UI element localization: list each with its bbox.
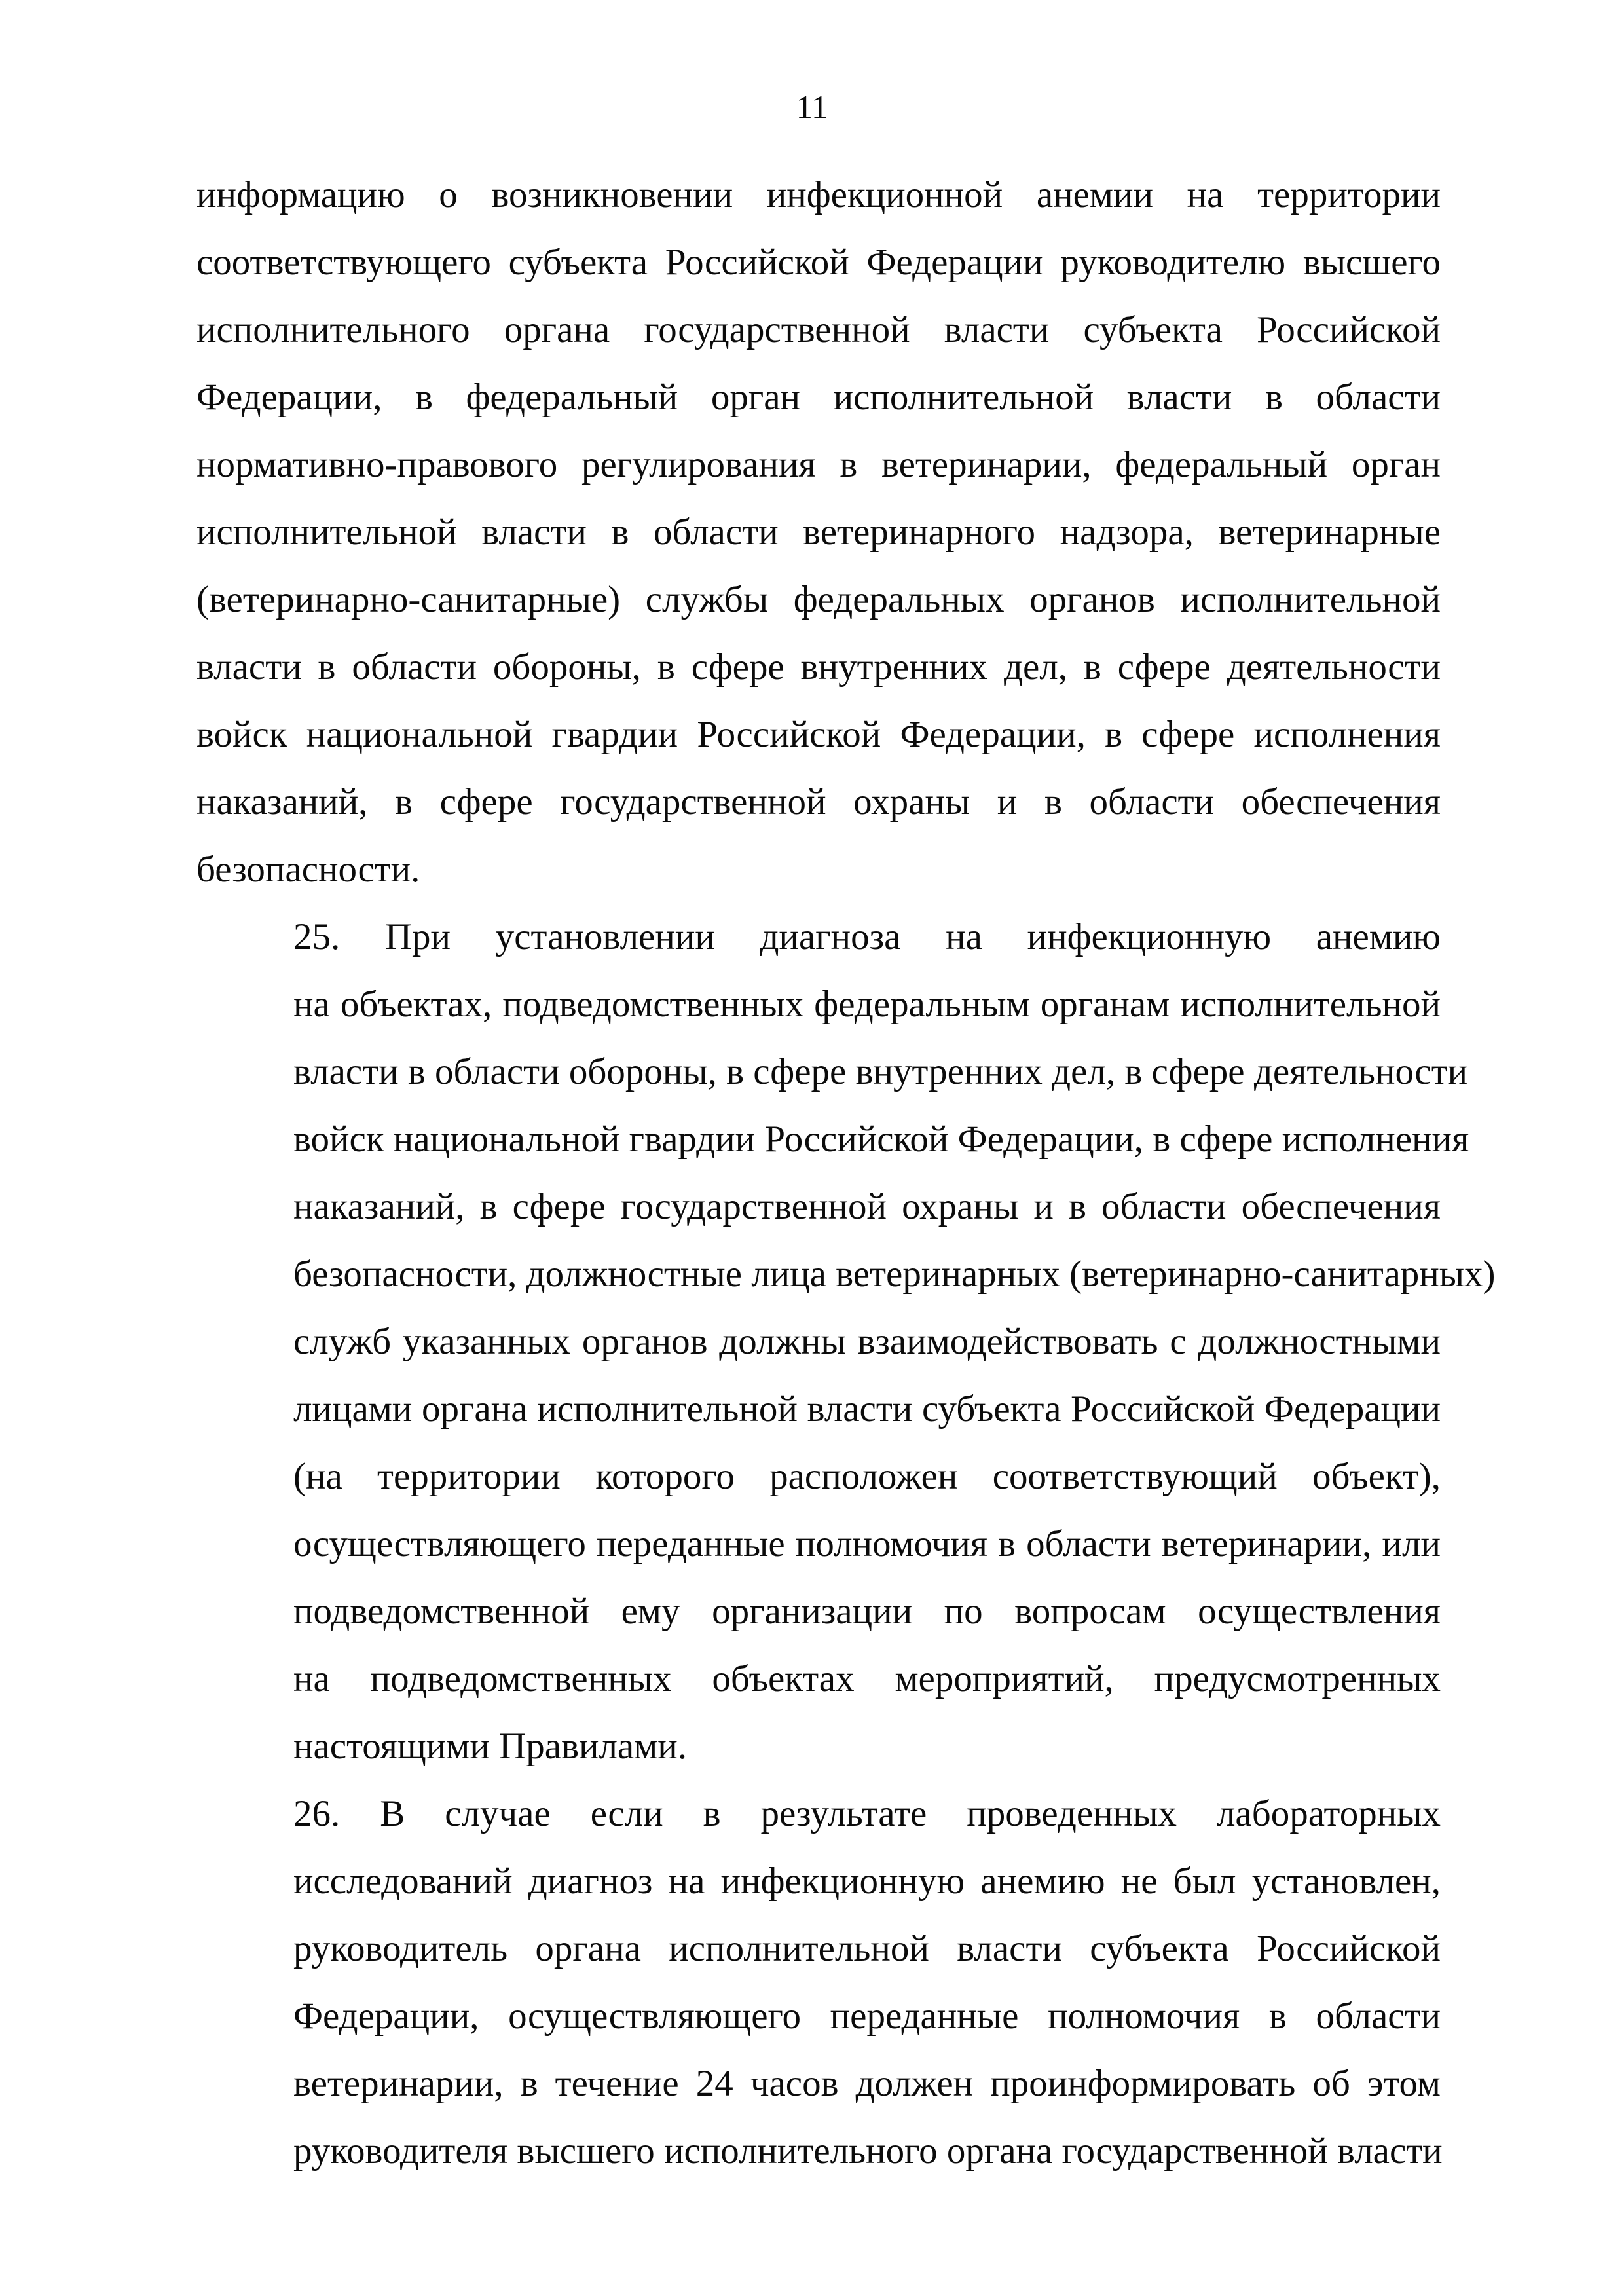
paragraph-item-25 — [196, 903, 1496, 1780]
text-line: Федерации, осуществляющего переданные полномочия в области — [293, 1995, 1441, 2037]
text-line: ветеринарии, в течение 24 часов должен проинформировать об этом — [293, 2063, 1441, 2104]
text-line: настоящими Правилами. — [293, 1726, 688, 1767]
text-line: информацию о возникновении инфекционной анемии на территории — [196, 174, 1441, 215]
text-line: войск национальной гвардии Российской Федерации, в сфере исполнения — [196, 714, 1441, 755]
text-line: нормативно-правового регулирования в ветеринарии, федеральный орган — [196, 444, 1441, 485]
text-line: лицами органа исполнительной власти субъекта Российской Федерации — [293, 1388, 1441, 1430]
text-line: безопасности, должностные лица ветеринарных (ветеринарно-санитарных) — [293, 1253, 1496, 1295]
text-line: 25. При установлении диагноза на инфекционную анемию — [293, 916, 1441, 957]
text-line: исполнительного органа государственной власти субъекта Российской — [196, 309, 1441, 350]
paragraph-continuation — [196, 161, 1441, 903]
text-line: служб указанных органов должны взаимодействовать с должностными — [293, 1321, 1441, 1362]
page-number: 11 — [796, 88, 828, 125]
text-line: наказаний, в сфере государственной охраны и в области обеспечения — [293, 1186, 1441, 1227]
text-line: власти в области обороны, в сфере внутренних дел, в сфере деятельности — [293, 1051, 1468, 1092]
document-body — [196, 161, 1496, 2185]
text-line: подведомственной ему организации по вопросам осуществления — [293, 1591, 1441, 1632]
text-line: на подведомственных объектах мероприятий, предусмотренных — [293, 1658, 1441, 1699]
text-line: (ветеринарно-санитарные) службы федеральных органов исполнительной — [196, 579, 1441, 620]
text-line: 26. В случае если в результате проведенных лабораторных — [293, 1793, 1441, 1834]
text-line: наказаний, в сфере государственной охраны и в области обеспечения — [196, 781, 1441, 823]
text-line: руководитель органа исполнительной власти субъекта Российской — [293, 1928, 1441, 1969]
paragraph-item-26 — [196, 1780, 1441, 2185]
text-line: на объектах, подведомственных федеральным органам исполнительной — [293, 984, 1441, 1025]
text-line: (на территории которого расположен соответствующий объект), — [293, 1456, 1441, 1497]
text-line: власти в области обороны, в сфере внутренних дел, в сфере деятельности — [196, 646, 1441, 688]
text-line: руководителя высшего исполнительного органа государственной власти — [293, 2130, 1443, 2172]
text-line: Федерации, в федеральный орган исполнительной власти в области — [196, 377, 1441, 418]
text-line: безопасности. — [196, 849, 420, 890]
text-line: соответствующего субъекта Российской Федерации руководителю высшего — [196, 242, 1441, 283]
text-line: исследований диагноз на инфекционную анемию не был установлен, — [293, 1861, 1441, 1902]
text-line: войск национальной гвардии Российской Федерации, в сфере исполнения — [293, 1119, 1469, 1160]
text-line: исполнительной власти в области ветеринарного надзора, ветеринарные — [196, 511, 1441, 553]
text-line: осуществляющего переданные полномочия в области ветеринарии, или — [293, 1523, 1441, 1565]
